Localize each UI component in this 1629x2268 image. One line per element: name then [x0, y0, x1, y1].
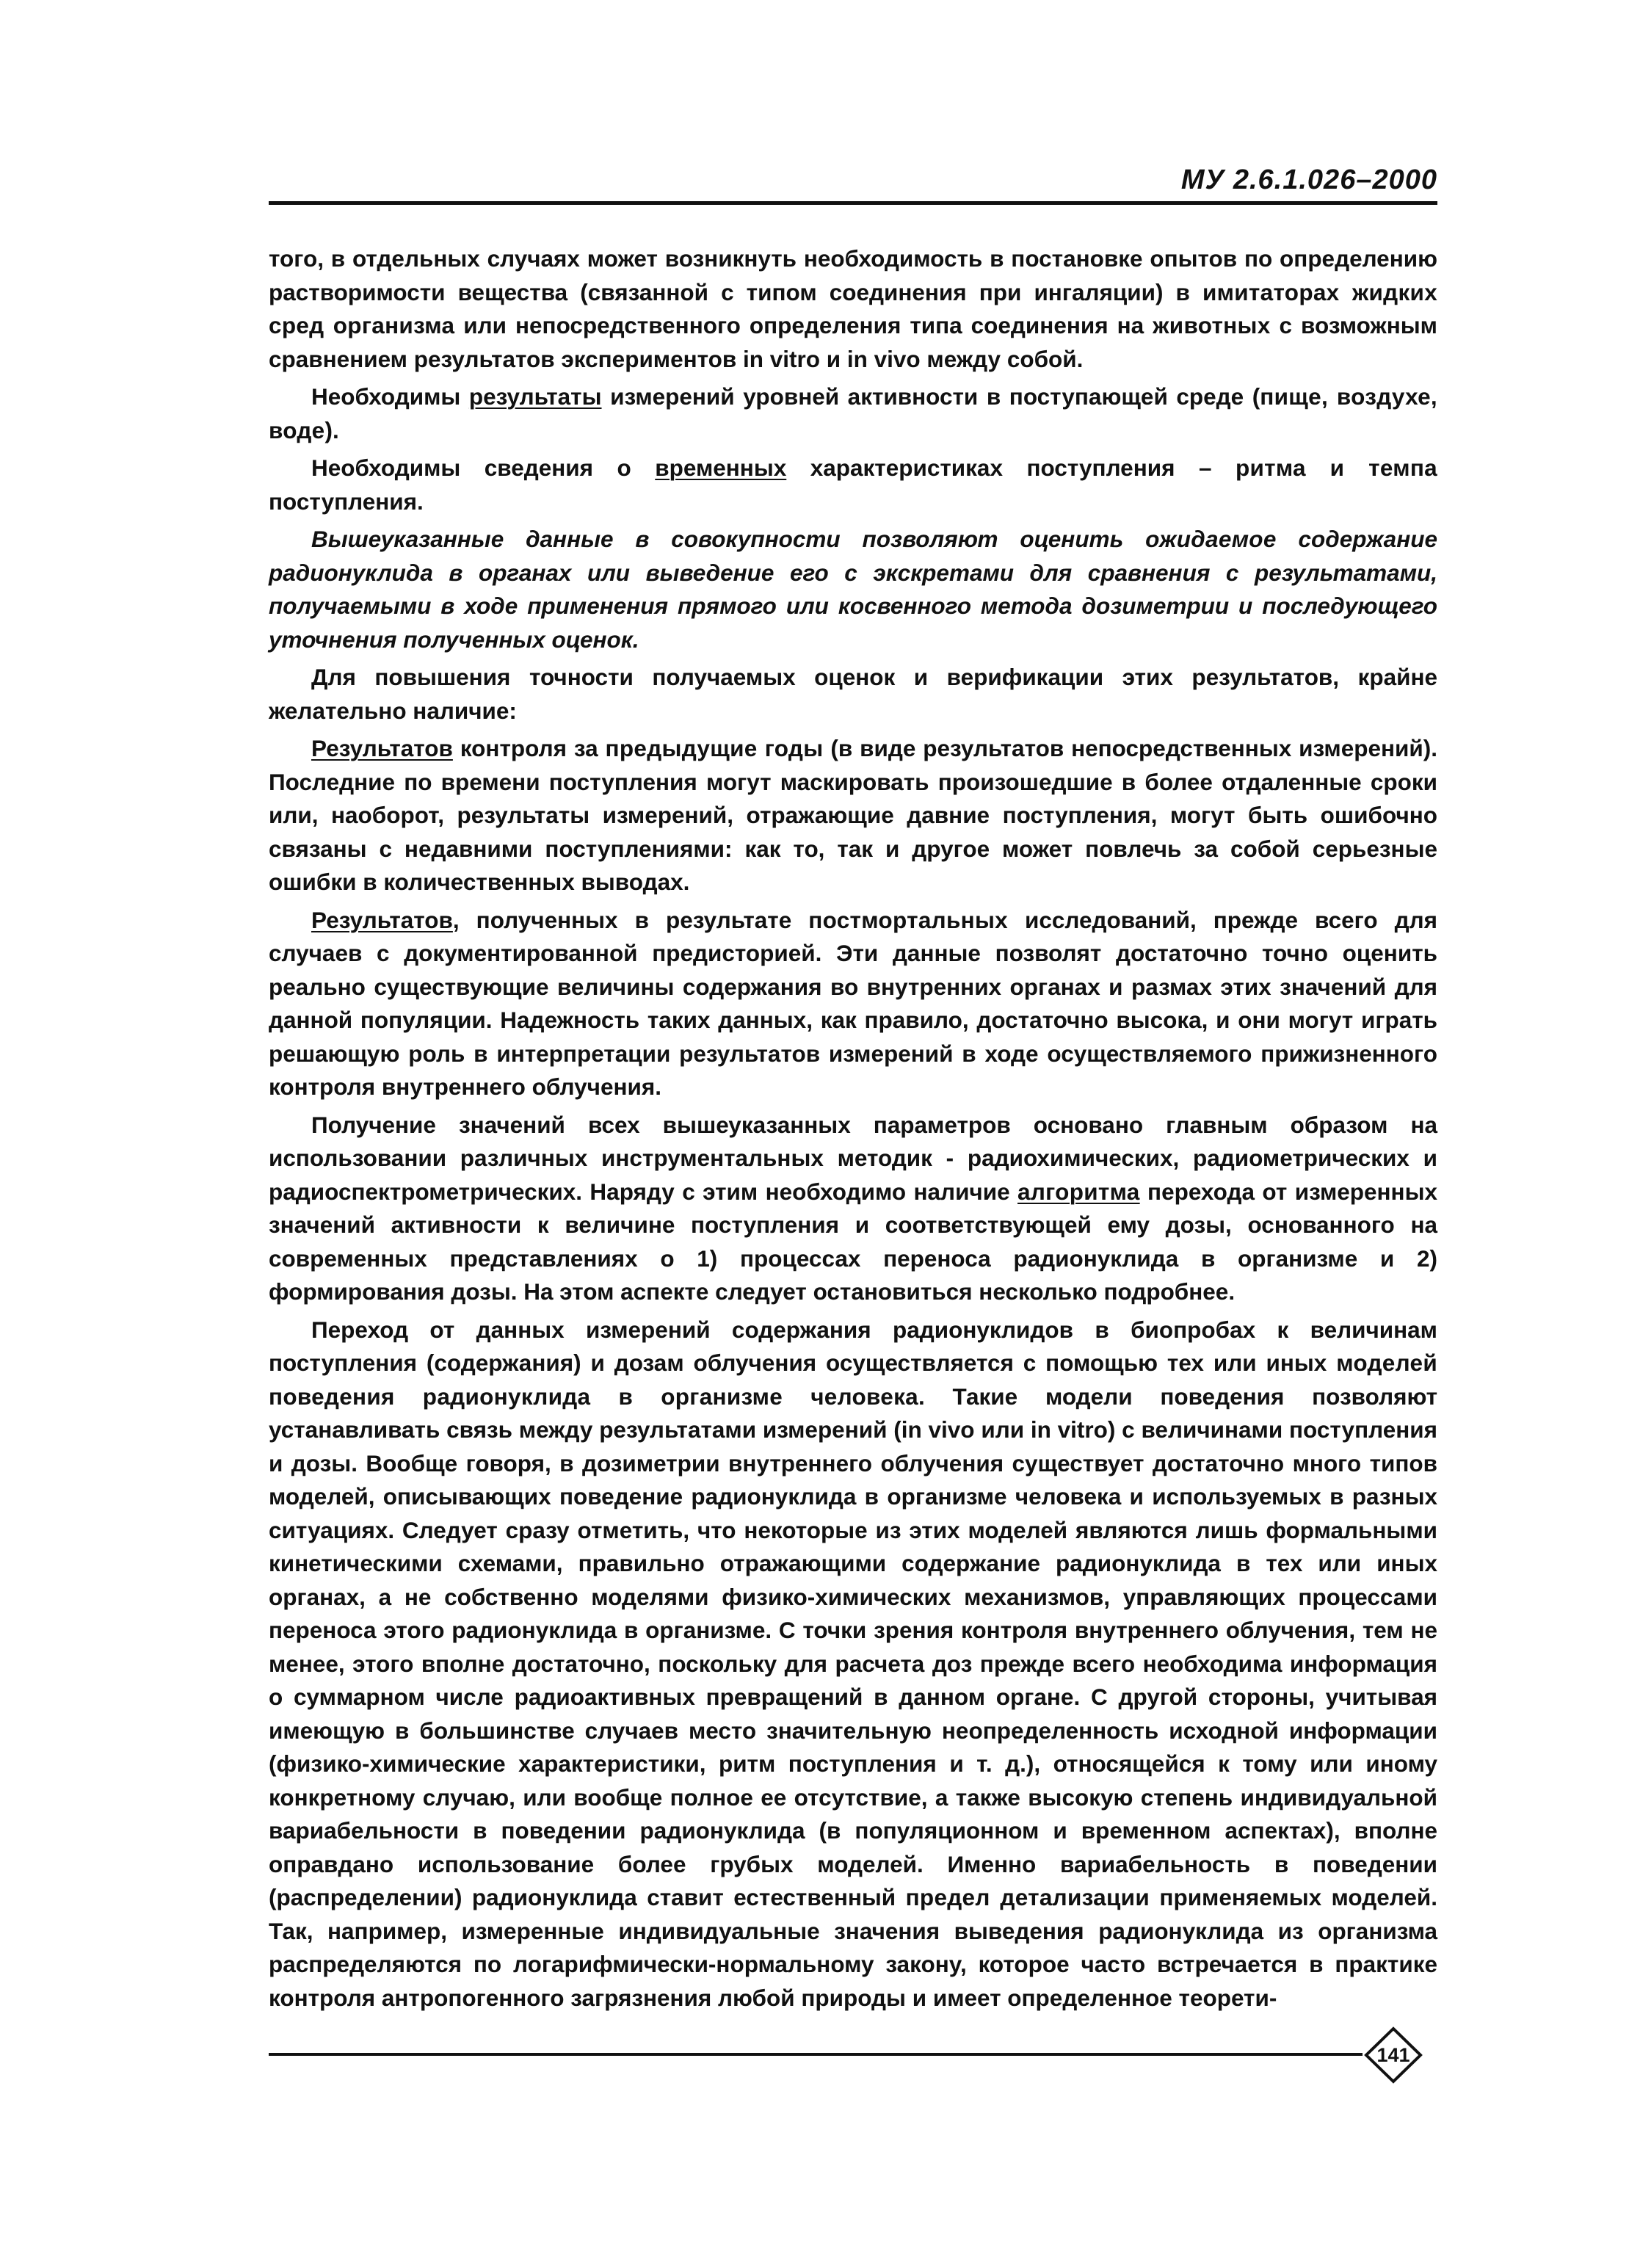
underlined-term: результаты	[468, 383, 602, 410]
emphasis: моделей поведения радионуклида в организме человека	[269, 1349, 1437, 1410]
document-code: МУ 2.6.1.026–2000	[1180, 164, 1437, 195]
emphasis: животных	[1153, 312, 1271, 338]
paragraph-1: того, в отдельных случаях может возникнуть необходимость в постановке опытов по определению растворимости вещества (связанной с типом соединения при ингаляции) в имитаторах жидких сред организма или непосредственного определения типа соединения на животных с возможным сравнением результатов экспериментов in vitro и in vivo между собой.	[269, 245, 1438, 372]
emphasis: ожидаемое	[1145, 526, 1277, 552]
paragraph-7: Результатов, полученных в результате постмортальных исследований, прежде всего для случаев с документированной предисторией. Эти данные позволят достаточно точно оценить реально существующие величины содержания во внутренних органах и размах этих значений для данной популяции. Надежность таких данных, как правило, достаточно высока, и они могут играть решающую роль в интерпретации результатов измерений в ходе осуществляемого прижизненного контроля внутреннего облучения.	[269, 906, 1437, 1100]
page-header	[269, 160, 1437, 204]
paragraph-5: Для повышения точности получаемых оценок и верификации этих результатов, крайне желательно наличие:	[269, 664, 1437, 724]
emphasis: постмортальных	[808, 906, 1008, 933]
paragraph-8: Получение значений всех вышеуказанных параметров основано главным образом на использовании различных инструментальных методик - радиохимических, радиометрических и радиоспектрометрических. Наряду с этим необходимо наличие алгоритма перехода от измеренных значений активности к величине поступления и соответствующей ему дозы, основанного на современных представлениях о 1) процессах переноса радионуклида в организме и 2) формирования дозы. На этом аспекте следует остановиться несколько подробнее.	[269, 1111, 1437, 1305]
page-footer	[269, 2012, 1437, 2093]
emphasis: пище, воздухе, воде	[269, 383, 1437, 443]
underlined-term: Результатов	[311, 735, 453, 761]
footer-rule	[269, 2053, 1363, 2056]
page-number-badge	[1364, 2026, 1423, 2084]
emphasis: имитаторах жидких сред организма	[269, 278, 1438, 338]
paragraph-3: Необходимы сведения о временных характеристиках поступления – ритма и темпа поступления.	[269, 454, 1437, 515]
emphasis: предыдущие годы	[605, 735, 824, 761]
paragraph-9: Переход от данных измерений содержания радионуклидов в биопробах к величинам поступления (содержания) и дозам облучения осуществляется с помощью тех или иных моделей поведения радионуклида в организме человека. Такие модели поведения позволяют устанавливать связь между результатами измерений (in vivo или in vitro) с величинами поступления и дозы. Вообще говоря, в дозиметрии внутреннего облучения существует достаточно много типов моделей, описывающих поведение радионуклида в организме человека и используемых в разных ситуациях. Следует сразу отметить, что некоторые из этих моделей являются лишь формальными кинетическими схемами, правильно отражающими содержание радионуклида в тех или иных органах, а не собственно моделями физико-химических механизмов, управляющих процессами переноса этого радионуклида в организме. С точки зрения контроля внутреннего облучения, тем не менее, этого вполне достаточно, поскольку для расчета доз прежде всего необходима информация о суммарном числе радиоактивных превращений в данном органе. С другой стороны, учитывая имеющую в большинстве случаев место значительную неопределенность исходной информации (физико-химические характеристики, ритм поступления и т. д.), относящейся к тому или иному конкретному случаю, или вообще полное ее отсутствие, а также высокую степень индивидуальной вариабельности в поведении радионуклида (в популяционном и временном аспектах), вполне оправдано использование более грубых моделей. Именно вариабельность в поведении (распределении) радионуклида ставит естественный предел детализации применяемых моделей. Так, например, измеренные индивидуальные значения выведения радионуклида из организма распределяются по логарифмически-нормальному закону, которое часто встречается в практике контроля антропогенного загрязнения любой природы и имеет определенное теорети-	[269, 1316, 1438, 2011]
paragraph-6: Результатов контроля за предыдущие годы (в виде результатов непосредственных измерений). Последние по времени поступления могут маскировать произошедшие в более отдаленные сроки или, наоборот, результаты измерений, отражающие давние поступления, могут быть ошибочно связаны с недавними поступлениями: как то, так и другое может повлечь за собой серьезные ошибки в количественных выводах.	[269, 735, 1437, 895]
paragraph-2: Необходимы результаты измерений уровней активности в поступающей среде (пище, воздухе, воде).	[269, 383, 1437, 443]
document-body	[269, 242, 1437, 2019]
paragraph-4: Вышеуказанные данные в совокупности позволяют оценить ожидаемое содержание радионуклида в органах или выведение его с экскретами для сравнения с результатами, получаемыми в ходе применения прямого или косвенного метода дозиметрии и последующего уточнения полученных оценок.	[269, 526, 1437, 653]
underlined-term: временных	[655, 454, 787, 481]
emphasis: ритма и темпа	[1235, 454, 1437, 481]
underlined-emphasis: алгоритма	[1017, 1178, 1140, 1205]
header-rule	[269, 201, 1437, 205]
underlined-term: Результатов	[311, 906, 453, 933]
emphasis: предел детализации	[905, 1884, 1150, 1910]
page-number: 141	[1376, 2044, 1410, 2066]
